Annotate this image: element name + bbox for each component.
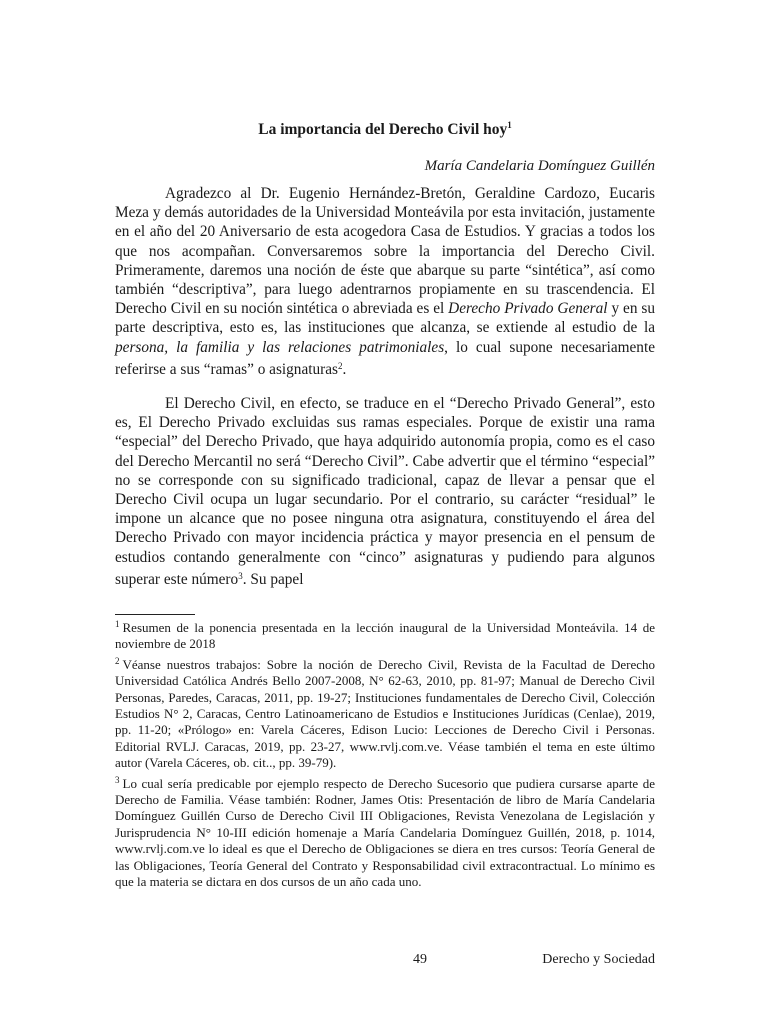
journal-name: Derecho y Sociedad bbox=[542, 952, 655, 967]
footnote-number: 1 bbox=[115, 619, 120, 629]
article-title-text: La importancia del Derecho Civil hoy bbox=[258, 121, 508, 138]
page-number: 49 bbox=[413, 952, 427, 967]
footnote-text: Resumen de la ponencia presentada en la lección inaugural de la Universidad Monteávila. 14 de noviembre de 2018 bbox=[115, 620, 655, 652]
footnote-number: 2 bbox=[115, 655, 120, 666]
p2-text-a: El Derecho Civil, en efecto, se traduce en el “Derecho Privado General”, esto es, El Derecho Privado excluidas sus ramas especiales. Porque de existir una rama “especial” del Derecho Privado, que haya adquirido autonomía propia, como es el caso del Derecho Mercantil no será “Derecho Civil”. Cabe advertir que el término “especial” no se corresponde con su significado tradicional, capaz de llevar a pensar que el Derecho Civil ocupa un lugar secundario. Por el contrario, su carácter “residual” le impone un alcance que no posee ninguna otra asignatura, constituyendo el área del Derecho Privado con mayor incidencia práctica y mayor presencia en el pensum de estudios contando generalmente con “cinco” asignaturas y pudiendo para algunos superar este número bbox=[115, 395, 655, 588]
footnote-separator bbox=[115, 614, 195, 615]
article-body bbox=[115, 184, 655, 604]
footnote-2 bbox=[115, 653, 655, 772]
footnote-text: Véanse nuestros trabajos: Sobre la noción de Derecho Civil, Revista de la Facultad de Derecho Universidad Católica Andrés Bello 2007-2008, N° 62-63, 2010, pp. 81-97; Manual de Derecho Civil Personas, Paredes, Caracas, 2011, pp. 19-27; Instituciones fundamentales de Derecho Civil, Colección Estudios N° 2, Caracas, Centro Latinoamericano de Estudios e Instituciones Jurídicas (Cenlae), 2019, pp. 11-20; «Prólogo» en: Varela Cáceres, Edison Lucio: Lecciones de Derecho Civil i Personas. Editorial RVLJ. Caracas, 2019, pp. 23-27, www.rvlj.com.ve. Véase también el tema en este último autor (Varela Cáceres, ob. cit.., pp. 39-79). bbox=[115, 656, 655, 771]
footnote-number: 3 bbox=[115, 774, 120, 785]
footnote-ref-2[interactable]: 2 bbox=[337, 360, 343, 371]
paragraph-2 bbox=[115, 394, 655, 589]
p1-text-a: Agradezco al Dr. Eugenio Hernández-Bretón, Geraldine Cardozo, Eucaris Meza y demás autoridades de la Universidad Monteávila por esta invitación, justamente en el año del 20 Aniversario de esta acogedora Casa de Estudios. Y gracias a todos los que nos acompañan. Conversaremos sobre la importancia del Derecho Civil. Primeramente, daremos una noción de éste que abarque su parte “sintética”, así como también “descriptiva”, para luego adentrarnos propiamente en su trascendencia. El Derecho Civil en su noción sintética o abreviada es el bbox=[115, 185, 655, 318]
p1-text-b: y en su parte descriptiva, esto es, las instituciones que alcanza, se extiende al estudio de la bbox=[115, 300, 655, 337]
article-title bbox=[115, 120, 655, 139]
footnote-text: Lo cual sería predicable por ejemplo respecto de Derecho Sucesorio que pudiera cursarse aparte de Derecho de Familia. Véase también: Rodner, James Otis: Presentación de libro de María Candelaria Domínguez Guillén Curso de Derecho Civil III Obligaciones, Revista Venezolana de Legislación y Jurisprudencia N° 10-III edición homenaje a María Candelaria Domínguez Guillén, 2018, p. 1014, www.rvlj.com.ve lo ideal es que el Derecho de Obligaciones se diera en tres cursos: Teoría General de las Obligaciones, Teoría General del Contrato y Responsabilidad civil extracontractual. Lo mínimo es que la materia se dictara en dos cursos de un año cada uno. bbox=[115, 775, 655, 890]
p1-emphasis-2: persona, la familia y las relaciones patrimoniales bbox=[115, 338, 445, 356]
title-footnote-ref[interactable]: 1 bbox=[507, 120, 512, 130]
footnote-3 bbox=[115, 772, 655, 891]
p1-text-c: , lo cual supone necesariamente referirse a sus “ramas” o asignaturas bbox=[115, 338, 655, 378]
paragraph-1 bbox=[115, 184, 655, 379]
article-author: María Candelaria Domínguez Guillén bbox=[424, 158, 655, 174]
p2-text-end: . Su papel bbox=[242, 570, 304, 588]
footnote-ref-3[interactable]: 3 bbox=[238, 570, 243, 581]
footnote-1 bbox=[115, 616, 655, 653]
p1-text-end: . bbox=[342, 360, 347, 378]
document-page bbox=[115, 0, 655, 1024]
p1-emphasis-1: Derecho Privado General bbox=[448, 300, 608, 318]
footnotes bbox=[115, 616, 655, 891]
